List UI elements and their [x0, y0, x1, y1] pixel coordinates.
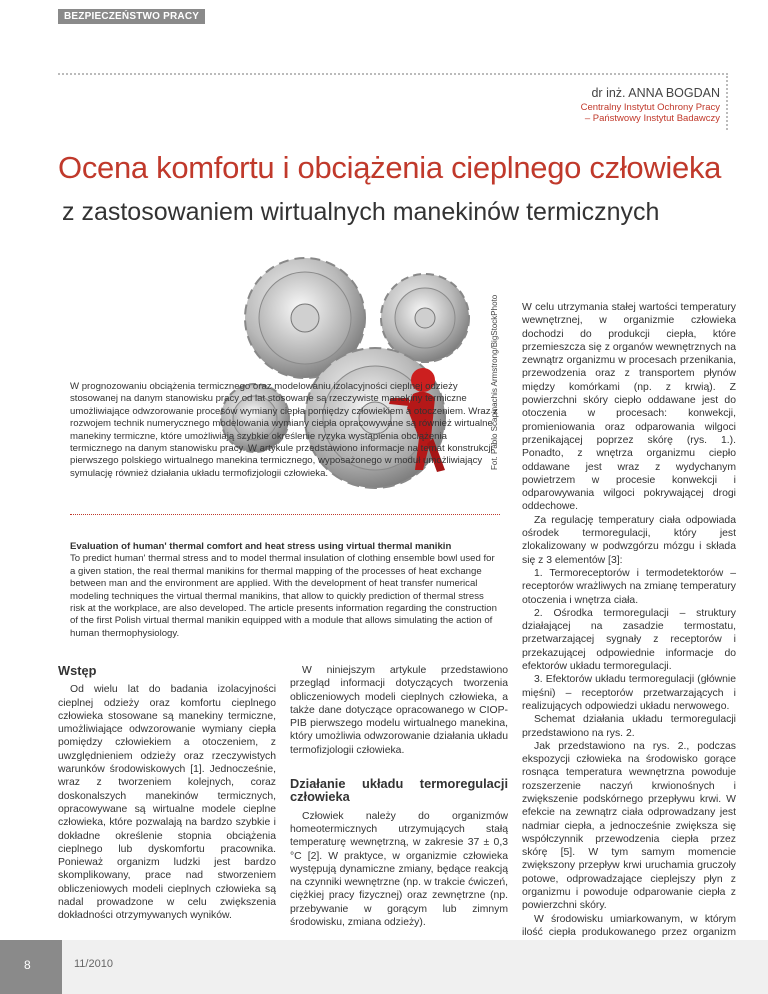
abstract-english-text: To predict human' thermal stress and to model thermal insulation of clothing ensemble bowl used for a given station, the real thermal manikins for thermal mapping of the processes of heat exchange between man and the environment are applied. With the development of heat transfer numerical modeling techniques the virtual thermal manikins, that allow to quickly prediction of thermal stress risk at the workplace, are also developed. The article presents information regarding the construction of the first Polish virtual thermal manikin equipped with a module that allows simulating the action of human thermophysiology.: [70, 553, 497, 639]
dotted-divider: [58, 73, 728, 75]
paragraph: Jak przedstawiono na rys. 2., podczas ekspozycji człowieka na środowisko gorące rosnąca temperatura wewnętrzna powoduje rozszerzenie naczyń krwionośnych i zwiększenie podskórnego przepływu krwi. W efekcie na zewnątrz ciała odprowadzany jest nadmiar ciepła, a jednocześnie zwiększa się współczynnik przewodzenia ciepła przez skórę [5]. W tym samym momencie zwiększony przepływ krwi uruchamia gruczoły potowe, odprowadzające cieplejszy płyn z organizmu i powoduje odparowanie ciepła z powierzchni skóry.: [522, 740, 736, 912]
paragraph: 1. Termoreceptorów i termodetektorów – receptorów wrażliwych na zmianę temperatury otoczenia i wnętrza ciała.: [522, 567, 736, 606]
institution-line-2: – Państwowy Instytut Badawczy: [584, 113, 720, 124]
author-name: dr inż. ANNA BOGDAN: [591, 86, 720, 100]
paragraph: 3. Efektorów układu termoregulacji (głównie mięśni) – receptorów przetwarzających i realizujących odpowiedzi układu nerwowego.: [522, 674, 736, 712]
dotted-divider-vertical: [726, 73, 728, 130]
paragraph: Od wielu lat do badania izolacyjności cieplnej odzieży oraz komfortu cieplnego człowieka stosowane są manekiny termiczne, umożliwiające odwzorowanie wymiany ciepła pomiędzy człowiekiem a otoczeniem, z uwzględnieniem odzieży oraz rzeczywistych warunków środowiskowych [1]. Jednocześnie, wraz z tworzeniem kolejnych, coraz doskonalszych manekinów termicznych, opracowywane są wirtualne modele cieplne człowieka, które pozwalają na bardzo szybkie i dokładne określenie stopnia obciążenia cieplnego lub dyskomfortu pracownika. Ponieważ organizm ludzki jest bardzo skomplikowany, prace nad stworzeniem obliczeniowych modeli cieplnych człowieka są nadal prowadzone w celu zwiększenia dokładności otrzymywanych wyników.: [58, 684, 276, 922]
abstract-english: [70, 541, 500, 640]
author-block: [581, 86, 720, 124]
page-number-box: [0, 940, 62, 994]
abstract-polish: W prognozowaniu obciążenia termicznego oraz modelowaniu izolacyjności cieplnej odzieży stosowanej na danym stanowisku pracy od lat stosowane są rzeczywiste manekiny termiczne umożliwiające odwzorowanie procesów wymiany ciepła pomiędzy człowiekiem a otoczeniem. Wraz z rozwojem technik numerycznego modelowania wymiany ciepła opracowywane są również wirtualne manekiny termiczne, które umożliwiają szybkie określenie ryzyka wystąpienia obciążenia termicznego na danym stanowisku pracy. W artykule przedstawiono informacje na temat konstrukcji pierwszego polskiego wirtualnego manekina termicznego, wyposażonego w moduł umożliwiający symulację również działania układu termofizjologii człowieka.: [70, 381, 498, 479]
paragraph: Schemat działania układu termoregulacji przedstawiono na rys. 2.: [522, 714, 736, 739]
paragraph: W celu utrzymania stałej wartości temperatury wewnętrznej, w organizmie człowieka dochodzi do produkcji ciepła, które przemieszcza się z organów wewnętrznych na zewnątrz organizmu w procesach przenikania, przewodzenia oraz z transportem płynów między komórkami (np. z krwią). Z powierzchni skóry ciepło oddawane jest do otoczenia w procesach: konwekcji, promieniowania oraz odparowania wilgoci przenikającej poprzez skórę (rys. 1.). Ponadto, z wnętrza organizmu ciepło oddawane jest wraz z wydychanym powietrzem w procesie konwekcji i odparowywania wilgoci pokrywającej drogi oddechowe.: [522, 302, 736, 513]
article-title: Ocena komfortu i obciążenia cieplnego człowieka: [58, 150, 722, 185]
paragraph: 2. Ośrodka termoregulacji – struktury działającej na zasadzie termostatu, przetwarzającej sygnały z receptorów i przekazującej odpowiednie informacje do efektorów układu termoregulacji.: [522, 607, 736, 673]
abstract-english-title: Evaluation of human' thermal comfort and heat stress using virtual thermal manikin: [70, 541, 452, 552]
article-subtitle: z zastosowaniem wirtualnych manekinów termicznych: [62, 198, 660, 226]
gear-right: [381, 274, 469, 362]
section-heading-intro: Wstęp: [58, 663, 97, 678]
paragraph: Za regulację temperatury ciała odpowiada ośrodek termoregulacji, który jest zlokalizowany w podwzgórzu mózgu i składa się z 3 elementów [3]:: [522, 514, 736, 566]
section-label: BEZPIECZEŃSTWO PRACY: [58, 9, 205, 24]
paragraph: W niniejszym artykule przedstawiono przegląd informacji dotyczących tworzenia obliczeniowych modeli cieplnych człowieka, a także dane dotyczące opracowanego w CIOP-PIB pierwszego modelu wirtualnego manekina, który umożliwia odwzorowanie działania układu termofizjologii człowieka.: [290, 665, 508, 756]
author-institution: [581, 102, 720, 124]
section-heading-thermoregulation: Działanie układu termoregulacji człowieka: [290, 776, 508, 805]
footer-band: [0, 940, 768, 994]
page-number: 8: [24, 958, 31, 972]
photo-credit: Fot. Pablo Scapinachis Armstrong/BigStockPhoto: [490, 294, 499, 470]
institution-line-1: Centralny Instytut Ochrony Pracy: [580, 102, 720, 113]
paragraph: Człowiek należy do organizmów homeotermicznych utrzymujących stałą temperaturę wewnętrzną, w zakresie 37 ± 0,3 °C [2]. W praktyce, w organizmie człowieka występują dynamiczne zmiany, będące reakcją na czynniki wewnętrzne (np. w trakcie ćwiczeń, ciężkiej pracy fizycznej) oraz zewnętrzne (np. przebywanie w gorącym lub zimnym środowisku, zmiana odzieży).: [290, 810, 508, 929]
paragraph: W środowisku umiarkowanym, w którym ilość ciepła produkowanego przez organizm: [522, 913, 736, 938]
column-3: [522, 301, 736, 979]
issue-number: 11/2010: [74, 958, 113, 970]
column-1: [58, 664, 276, 923]
abstract-divider: [70, 514, 500, 515]
column-2: [290, 664, 508, 929]
